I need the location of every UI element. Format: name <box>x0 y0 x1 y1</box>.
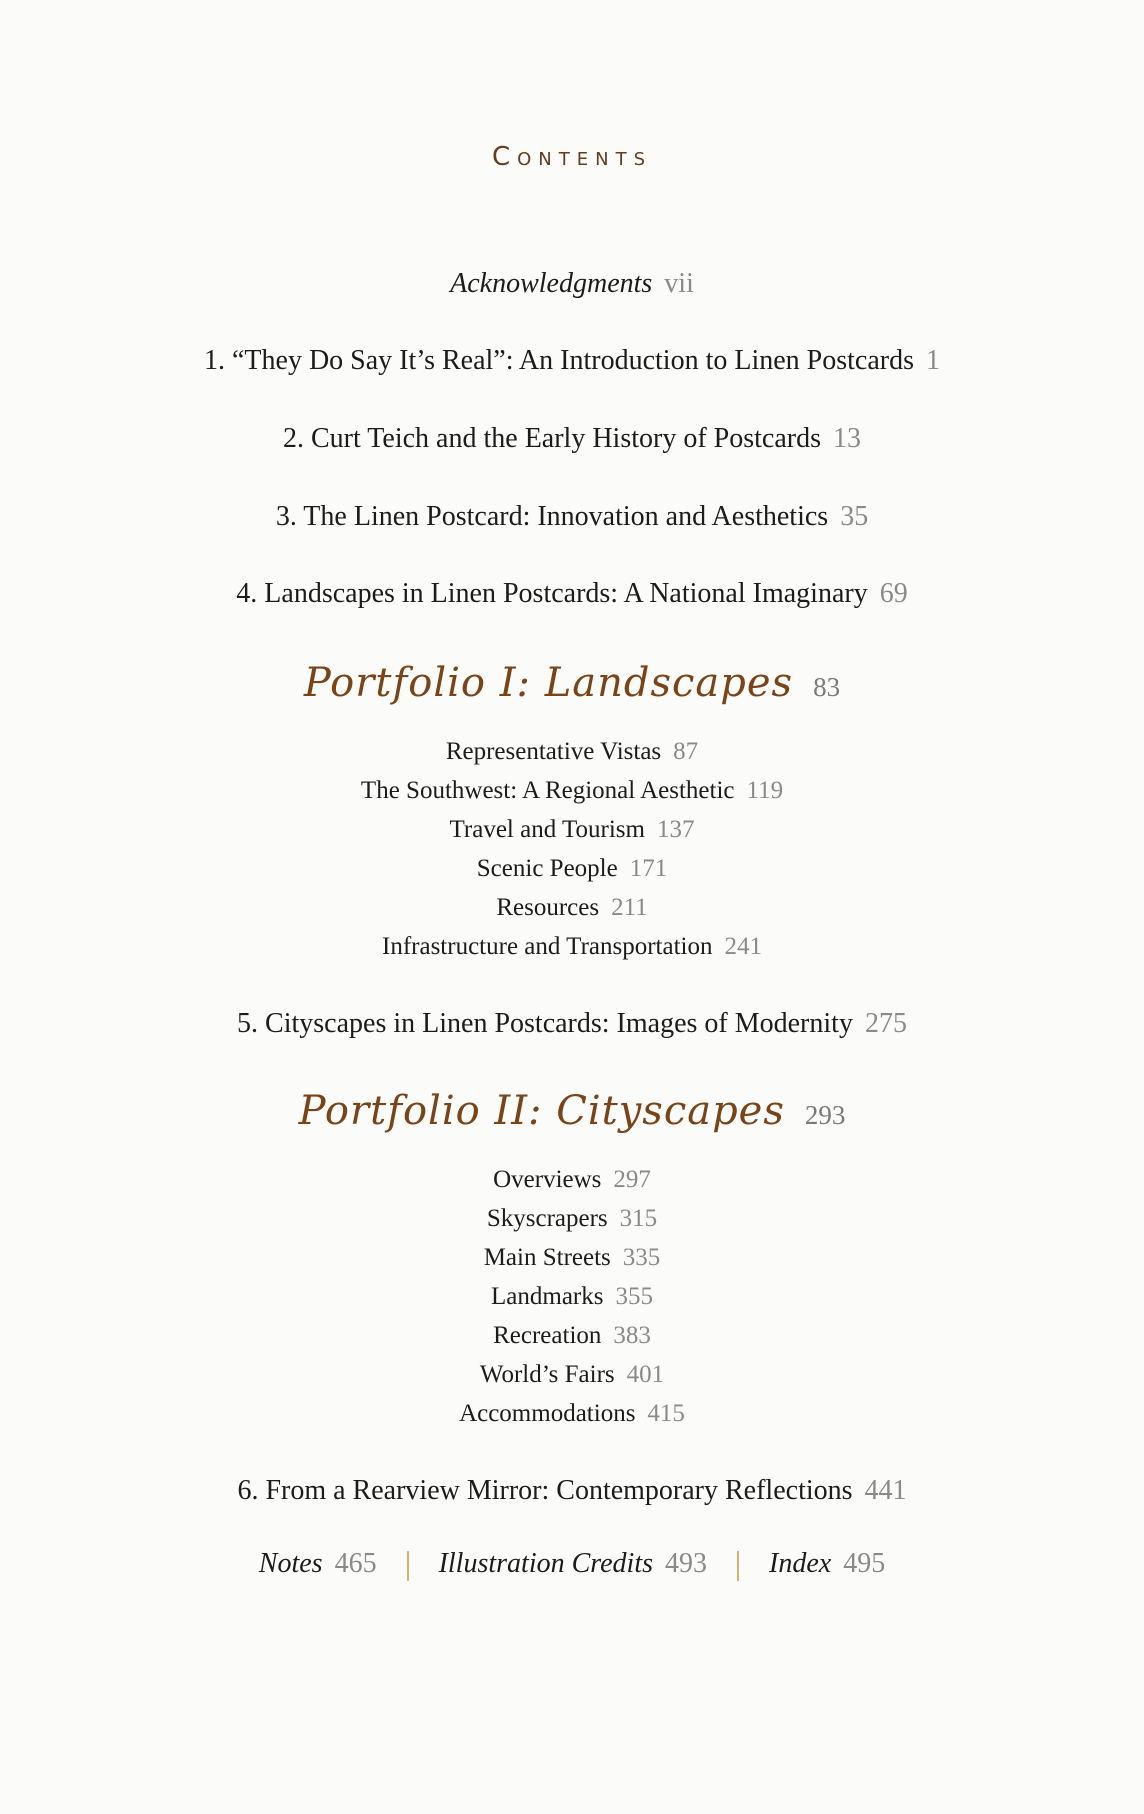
toc-entry-page: 355 <box>615 1283 653 1310</box>
toc-entry-label: 5. Cityscapes in Linen Postcards: Images of Modernity <box>237 1008 853 1039</box>
toc-entry-label: Accommodations <box>459 1400 636 1427</box>
toc-entry-page: 1 <box>925 345 940 376</box>
toc-subentry[interactable] <box>0 1166 1144 1194</box>
portfolio-page: 83 <box>813 672 841 702</box>
page-title: Contents <box>491 142 653 172</box>
toc-entry-page: 401 <box>626 1361 665 1388</box>
toc-subentry[interactable] <box>0 1205 1144 1233</box>
toc-subentry[interactable] <box>0 1283 1144 1311</box>
toc-subentry[interactable] <box>0 816 1144 844</box>
toc-subentry[interactable] <box>0 933 1144 961</box>
toc-entry-page: 87 <box>673 738 699 765</box>
toc-entry-label: Illustration Credits <box>438 1548 654 1579</box>
toc-entry-index[interactable] <box>769 1548 885 1579</box>
toc-entry-label: Overviews <box>493 1166 602 1193</box>
toc-entry-page: 415 <box>647 1400 685 1427</box>
toc-entry-acknowledgments[interactable] <box>0 268 1144 300</box>
toc-entry-chapter-1[interactable] <box>0 345 1144 377</box>
toc-entry-label: Resources <box>496 894 600 921</box>
toc-entry-label: 1. “They Do Say It’s Real”: An Introduction to Linen Postcards <box>204 345 914 376</box>
toc-subentry[interactable] <box>0 777 1144 805</box>
toc-entry-label: Skyscrapers <box>486 1205 608 1232</box>
toc-entry-label: 4. Landscapes in Linen Postcards: A National Imaginary <box>236 578 868 609</box>
toc-entry-page: 275 <box>864 1008 907 1039</box>
toc-entry-page: 493 <box>665 1548 708 1579</box>
toc-entry-label: Acknowledgments <box>450 268 653 299</box>
toc-entry-label: Notes <box>258 1548 323 1579</box>
toc-entry-chapter-6[interactable] <box>0 1475 1144 1507</box>
toc-entry-label: Recreation <box>493 1322 602 1349</box>
toc-entry-page: 465 <box>334 1548 377 1579</box>
toc-entry-page: 241 <box>724 933 762 960</box>
toc-entry-chapter-5[interactable] <box>0 1008 1144 1040</box>
back-matter <box>0 1548 1144 1581</box>
portfolio-1-heading[interactable] <box>0 660 1144 706</box>
portfolio-2-heading[interactable] <box>0 1088 1144 1134</box>
toc-entry-label: Scenic People <box>476 855 618 882</box>
divider <box>407 1551 409 1581</box>
portfolio-title: Portfolio II: Cityscapes <box>298 1088 785 1134</box>
toc-entry-label: Main Streets <box>483 1244 611 1271</box>
toc-entry-label: The Southwest: A Regional Aesthetic <box>360 777 735 804</box>
toc-entry-page: 211 <box>611 894 648 921</box>
toc-entry-chapter-3[interactable] <box>0 501 1144 533</box>
toc-entry-page: 383 <box>613 1322 651 1349</box>
toc-entry-label: 3. The Linen Postcard: Innovation and Aesthetics <box>275 501 829 532</box>
toc-subentry[interactable] <box>0 1361 1144 1389</box>
toc-entry-label: Landmarks <box>491 1283 604 1310</box>
toc-entry-page: 69 <box>879 578 908 609</box>
toc-subentry[interactable] <box>0 1400 1144 1428</box>
toc-entry-page: 335 <box>622 1244 661 1271</box>
toc-subentry[interactable] <box>0 1322 1144 1350</box>
toc-entry-page: 441 <box>864 1475 907 1506</box>
toc-subentry[interactable] <box>0 1244 1144 1272</box>
toc-entry-chapter-2[interactable] <box>0 423 1144 455</box>
divider <box>737 1551 739 1581</box>
toc-entry-page: 137 <box>656 816 695 843</box>
toc-entry-label: World’s Fairs <box>479 1361 615 1388</box>
toc-entry-label: Index <box>769 1548 832 1579</box>
toc-entry-notes[interactable] <box>259 1548 377 1579</box>
toc-entry-label: 2. Curt Teich and the Early History of Postcards <box>283 423 821 454</box>
toc-entry-page: 35 <box>840 501 869 532</box>
toc-subentry[interactable] <box>0 738 1144 766</box>
toc-entry-illustration-credits[interactable] <box>439 1548 707 1579</box>
toc-subentry[interactable] <box>0 894 1144 922</box>
toc-entry-label: 6. From a Rearview Mirror: Contemporary Reflections <box>237 1475 853 1506</box>
portfolio-title: Portfolio I: Landscapes <box>303 660 794 706</box>
toc-entry-page: 315 <box>619 1205 658 1232</box>
toc-entry-label: Representative Vistas <box>445 738 662 765</box>
toc-entry-page: 13 <box>832 423 861 454</box>
toc-entry-page: 495 <box>843 1548 886 1579</box>
toc-entry-page: 297 <box>613 1166 651 1193</box>
toc-entry-chapter-4[interactable] <box>0 578 1144 610</box>
toc-subentry[interactable] <box>0 855 1144 883</box>
toc-entry-label: Travel and Tourism <box>449 816 645 843</box>
portfolio-page: 293 <box>804 1100 846 1130</box>
toc-entry-label: Infrastructure and Transportation <box>382 933 713 960</box>
toc-entry-page: 119 <box>746 777 784 804</box>
toc-entry-page: 171 <box>629 855 668 882</box>
toc-entry-page: vii <box>664 268 694 299</box>
